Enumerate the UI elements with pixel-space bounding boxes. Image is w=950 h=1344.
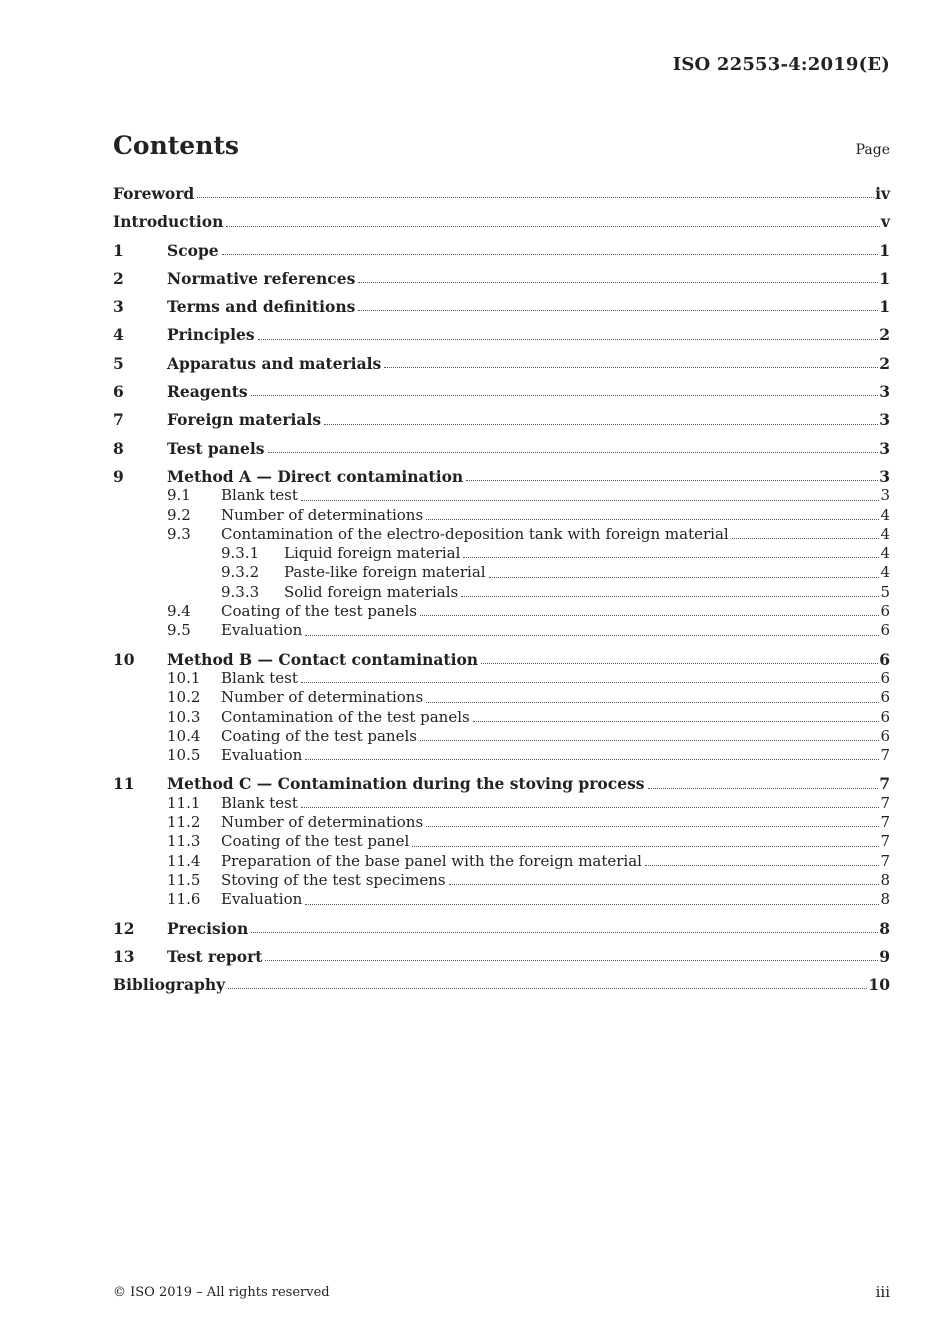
toc-entry-page: 8 <box>880 870 890 889</box>
toc-entry-number: 4 <box>113 325 124 345</box>
toc-entry-page: 3 <box>879 466 890 486</box>
toc-entry-page: 2 <box>879 353 890 373</box>
toc-entry-title: Blank test <box>221 486 298 505</box>
dot-leader <box>258 339 879 340</box>
toc-entry-title: Introduction <box>113 212 224 232</box>
toc-entry-title: Paste-like foreign material <box>284 563 486 582</box>
dot-leader <box>426 826 879 827</box>
toc-entry-page: 6 <box>880 668 890 687</box>
toc-entry-title: Number of determinations <box>221 688 424 707</box>
toc-entry[interactable] <box>113 919 890 938</box>
toc-entry-number: 9.2 <box>167 505 191 524</box>
toc-entry[interactable] <box>113 439 890 458</box>
toc-entry[interactable] <box>113 650 890 669</box>
toc-entry-page: 3 <box>879 410 890 430</box>
toc-entry-page: 10 <box>868 975 890 995</box>
toc-entry-title: Contamination of the electro-deposition tank with foreign material <box>221 524 729 543</box>
toc-entry[interactable] <box>113 241 890 260</box>
toc-entry-number: 9.3 <box>167 524 191 543</box>
toc-entry-page: 7 <box>879 774 890 794</box>
toc-entry[interactable] <box>113 410 890 429</box>
toc-entry-title: Method C — Contamination during the stoving process <box>167 774 645 794</box>
toc-entry[interactable] <box>113 871 890 890</box>
toc-entry-page: 8 <box>880 890 890 909</box>
toc-entry-page: 4 <box>880 524 890 543</box>
toc-entry-title: Evaluation <box>221 890 303 909</box>
toc-entry-number: 10.3 <box>167 707 201 726</box>
toc-entry-number: 9 <box>113 466 124 486</box>
toc-entry-page: 1 <box>879 297 890 317</box>
table-of-contents <box>113 184 890 994</box>
dot-leader <box>197 197 874 198</box>
dot-leader <box>301 807 880 808</box>
toc-entry-title: Blank test <box>221 793 298 812</box>
toc-entry-title: Principles <box>167 325 255 345</box>
toc-entry-title: Evaluation <box>221 621 303 640</box>
toc-entry-page: 4 <box>880 505 890 524</box>
toc-entry-number: 12 <box>113 918 135 938</box>
toc-entry-title: Scope <box>167 240 219 260</box>
toc-entry[interactable] <box>113 621 890 640</box>
toc-entry-page: 5 <box>880 582 890 601</box>
toc-entry-title: Evaluation <box>221 746 303 765</box>
toc-entry-title: Precision <box>167 918 249 938</box>
toc-entry[interactable] <box>113 525 890 544</box>
toc-entry-number: 10.2 <box>167 688 201 707</box>
dot-leader <box>732 538 880 539</box>
toc-entry[interactable] <box>113 269 890 288</box>
toc-entry-page: 4 <box>880 544 890 563</box>
toc-entry-title: Blank test <box>221 668 298 687</box>
toc-entry-number: 9.3.1 <box>221 544 260 563</box>
dot-leader <box>481 663 878 664</box>
toc-entry[interactable] <box>113 975 890 994</box>
dot-leader <box>489 577 880 578</box>
toc-entry-page: 6 <box>880 707 890 726</box>
toc-entry-number: 11.5 <box>167 870 201 889</box>
toc-entry-page: 7 <box>880 746 890 765</box>
toc-entry-title: Coating of the test panels <box>221 602 417 621</box>
toc-entry[interactable] <box>113 688 890 707</box>
dot-leader <box>420 615 879 616</box>
toc-entry-title: Test report <box>167 946 263 966</box>
toc-entry-number: 10.5 <box>167 746 201 765</box>
copyright-notice: © ISO 2019 – All rights reserved <box>113 1285 330 1300</box>
toc-entry[interactable] <box>113 212 890 231</box>
dot-leader <box>222 254 879 255</box>
toc-entry[interactable] <box>113 794 890 813</box>
dot-leader <box>466 480 878 481</box>
toc-entry-title: Foreword <box>113 184 195 203</box>
toc-entry-number: 11.4 <box>167 851 201 870</box>
toc-entry-number: 9.3.2 <box>221 563 260 582</box>
toc-entry[interactable] <box>113 832 890 851</box>
toc-entry-page: 1 <box>879 268 890 288</box>
toc-entry-page: 7 <box>880 793 890 812</box>
toc-entry-number: 5 <box>113 353 124 373</box>
toc-entry[interactable] <box>113 947 890 966</box>
toc-entry-page: 6 <box>879 649 890 669</box>
dot-leader <box>251 395 879 396</box>
page-title: Contents <box>113 131 240 160</box>
dot-leader <box>301 682 880 683</box>
toc-entry[interactable] <box>113 813 890 832</box>
toc-entry-title: Normative references <box>167 268 356 288</box>
toc-entry[interactable] <box>113 583 890 602</box>
document-id: ISO 22553-4:2019(E) <box>672 54 890 75</box>
dot-leader <box>305 759 879 760</box>
toc-entry-page: 6 <box>880 726 890 745</box>
toc-entry-page: 6 <box>880 602 890 621</box>
toc-entry-number: 9.1 <box>167 486 191 505</box>
toc-entry-page: 3 <box>880 486 890 505</box>
toc-entry-title: Number of determinations <box>221 505 424 524</box>
toc-entry[interactable] <box>113 486 890 505</box>
toc-entry[interactable] <box>113 852 890 871</box>
toc-entry[interactable] <box>113 467 890 486</box>
toc-entry-title: Foreign materials <box>167 410 322 430</box>
dot-leader <box>645 865 879 866</box>
toc-entry-title: Apparatus and materials <box>167 353 382 373</box>
toc-entry-number: 11.1 <box>167 793 201 812</box>
toc-entry-title: Terms and definitions <box>167 297 356 317</box>
toc-entry-title: Method B — Contact contamination <box>167 649 479 669</box>
toc-entry-number: 7 <box>113 410 124 430</box>
dot-leader <box>461 596 879 597</box>
dot-leader <box>412 846 879 847</box>
dot-leader <box>449 884 880 885</box>
page-number: iii <box>875 1283 890 1301</box>
toc-entry[interactable] <box>113 669 890 688</box>
toc-entry-page: 3 <box>879 438 890 458</box>
toc-entry-title: Stoving of the test specimens <box>221 870 446 889</box>
toc-entry-number: 9.5 <box>167 621 191 640</box>
toc-entry-number: 9.3.3 <box>221 582 260 601</box>
dot-leader <box>265 960 878 961</box>
dot-leader <box>473 721 880 722</box>
dot-leader <box>268 452 879 453</box>
toc-entry-title: Reagents <box>167 382 248 402</box>
dot-leader <box>305 635 879 636</box>
toc-entry-title: Preparation of the base panel with the foreign material <box>221 851 642 870</box>
toc-entry-number: 13 <box>113 946 135 966</box>
toc-entry[interactable] <box>113 544 890 563</box>
dot-leader <box>384 367 878 368</box>
toc-entry[interactable] <box>113 382 890 401</box>
toc-entry-title: Coating of the test panels <box>221 726 417 745</box>
toc-entry-number: 11.3 <box>167 832 201 851</box>
toc-entry[interactable] <box>113 563 890 582</box>
toc-entry-number: 10.1 <box>167 668 201 687</box>
toc-entry[interactable] <box>113 708 890 727</box>
toc-entry[interactable] <box>113 602 890 621</box>
toc-entry-title: Contamination of the test panels <box>221 707 470 726</box>
dot-leader <box>426 702 879 703</box>
dot-leader <box>463 557 879 558</box>
dot-leader <box>420 740 879 741</box>
toc-entry-page: 7 <box>880 832 890 851</box>
toc-entry-number: 9.4 <box>167 602 191 621</box>
toc-entry-page: 7 <box>880 813 890 832</box>
toc-entry-page: 1 <box>879 240 890 260</box>
toc-entry-number: 2 <box>113 268 124 288</box>
toc-entry-number: 10 <box>113 649 135 669</box>
toc-entry-number: 11.6 <box>167 890 201 909</box>
toc-entry-page: 8 <box>879 918 890 938</box>
toc-entry-number: 8 <box>113 438 124 458</box>
dot-leader <box>324 424 878 425</box>
toc-entry[interactable] <box>113 890 890 909</box>
toc-entry-page: 6 <box>880 688 890 707</box>
toc-entry-title: Bibliography <box>113 975 226 995</box>
toc-entry-title: Number of determinations <box>221 813 424 832</box>
toc-entry-page: 7 <box>880 851 890 870</box>
toc-entry[interactable] <box>113 746 890 765</box>
toc-entry-number: 10.4 <box>167 726 201 745</box>
toc-entry[interactable] <box>113 506 890 525</box>
toc-entry[interactable] <box>113 727 890 746</box>
toc-entry-page: v <box>880 212 890 232</box>
dot-leader <box>305 904 879 905</box>
toc-entry-page: 3 <box>879 382 890 402</box>
toc-entry-title: Solid foreign materials <box>284 582 459 601</box>
toc-entry[interactable] <box>113 297 890 316</box>
toc-entry-title: Liquid foreign material <box>284 544 461 563</box>
toc-entry-number: 11.2 <box>167 813 201 832</box>
toc-entry-page: iv <box>875 184 890 203</box>
toc-entry-number: 6 <box>113 382 124 402</box>
toc-entry-page: 4 <box>880 563 890 582</box>
toc-entry-page: 9 <box>879 946 890 966</box>
toc-entry-page: 2 <box>879 325 890 345</box>
toc-entry-number: 11 <box>113 774 135 794</box>
page-column-label: Page <box>855 142 890 158</box>
toc-entry-title: Method A — Direct contamination <box>167 466 464 486</box>
dot-leader <box>358 310 878 311</box>
toc-entry-title: Test panels <box>167 438 265 458</box>
toc-entry[interactable] <box>113 325 890 344</box>
dot-leader <box>226 226 880 227</box>
toc-entry-page: 6 <box>880 621 890 640</box>
toc-entry[interactable] <box>113 774 890 793</box>
toc-entry-number: 3 <box>113 297 124 317</box>
dot-leader <box>301 500 880 501</box>
toc-entry-title: Coating of the test panel <box>221 832 410 851</box>
toc-entry[interactable] <box>113 184 890 203</box>
dot-leader <box>251 932 878 933</box>
toc-entry-number: 1 <box>113 240 124 260</box>
dot-leader <box>648 788 879 789</box>
dot-leader <box>426 519 879 520</box>
toc-entry[interactable] <box>113 354 890 373</box>
dot-leader <box>358 282 878 283</box>
dot-leader <box>228 988 867 989</box>
